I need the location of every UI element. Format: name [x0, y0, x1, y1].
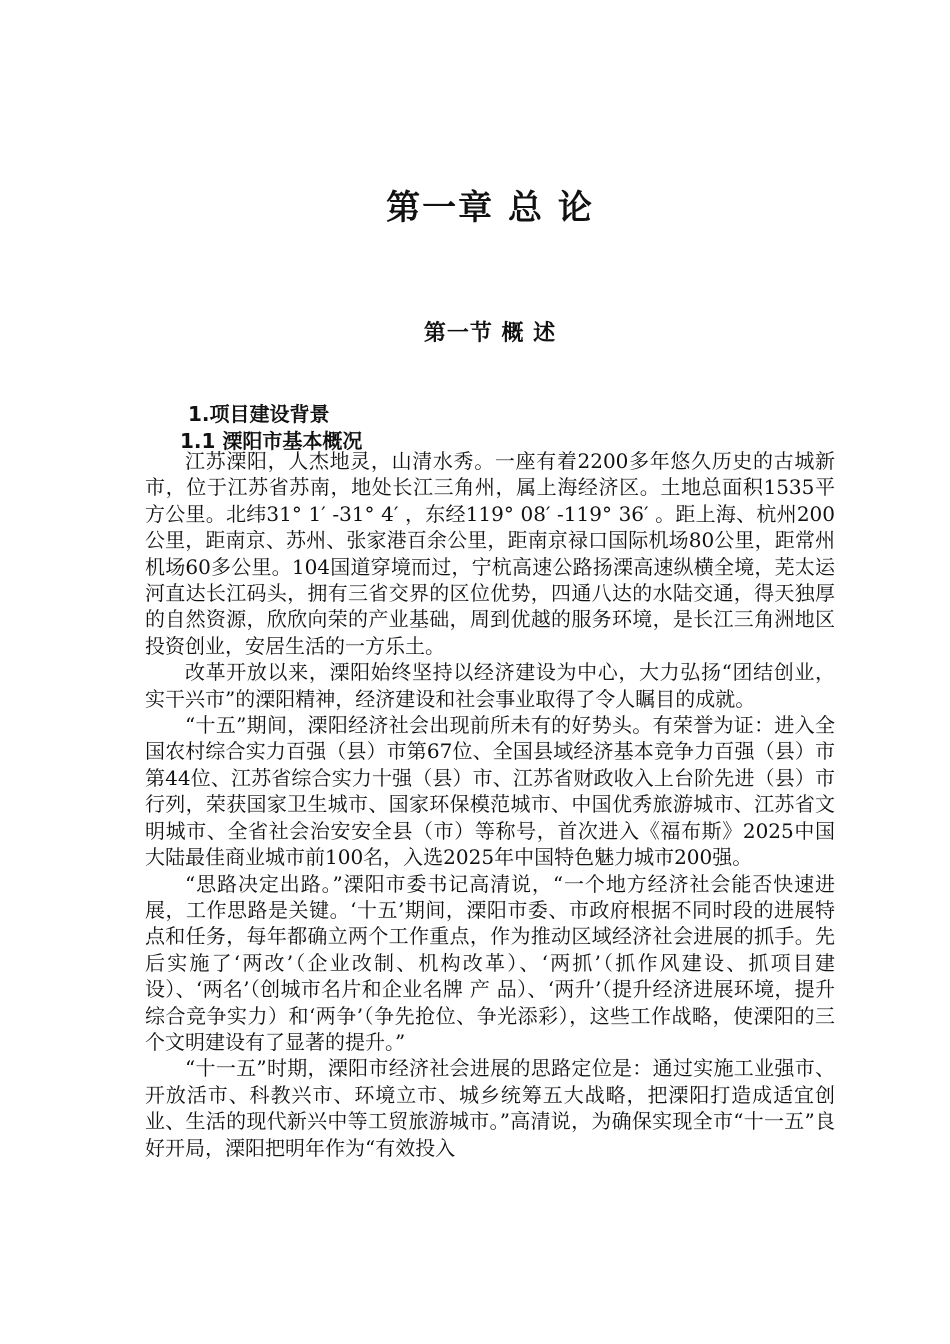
paragraph: “十一五”时期，溧阳市经济社会进展的思路定位是：通过实施工业强市、开放活市、科教兴市、环境立市、城乡统筹五大战略，把溧阳打造成适宜创业、生活的现代新兴中等工贸旅游城市。”高清说，为确保实现全市“十一五”良好开局，溧阳把明年作为“有效投入 [145, 1056, 835, 1160]
paragraph: “十五”期间，溧阳经济社会出现前所未有的好势头。有荣誉为证：进入全国农村综合实力百强（县）市第67位、全国县域经济基本竞争力百强（县）市第44位、江苏省综合实力十强（县）市、江苏省财政收入上台阶先进（县）市行列，荣获国家卫生城市、国家环保模范城市、中国优秀旅游城市、江苏省文明城市、全省社会治安安全县（市）等称号，首次进入《福布斯》2025中国大陆最佳商业城市前100名，入选2025年中国特色魅力城市200强。 [145, 713, 835, 870]
body-text [145, 448, 835, 1161]
chapter-title: 第一章 总 论 [386, 188, 594, 228]
paragraph: 改革开放以来，溧阳始终坚持以经济建设为中心，大力弘扬“团结创业，实干兴市”的溧阳精神，经济建设和社会事业取得了令人瞩目的成就。 [145, 660, 835, 711]
section-title: 第一节 概 述 [423, 321, 557, 346]
paragraph: “思路决定出路。”溧阳市委书记高清说，“一个地方经济社会能否快速进展，工作思路是关键。‘十五’期间，溧阳市委、市政府根据不同时段的进展特点和任务，每年都确立两个工作重点，作为推动区域经济社会进展的抓手。先后实施了‘两改’（企业改制、机构改革）、‘两抓’（抓作风建设、抓项目建设）、‘两名’（创城市名片和企业名牌 产 品）、‘两升’（提升经济进展环境，提升综合竞争实力）和‘两争’（争先抢位、争光添彩），这些工作战略，使溧阳的三个文明建设有了显著的提升。” [145, 871, 835, 1054]
heading-liyang-overview: 1.1 溧阳市基本概况 [180, 429, 363, 453]
paragraph: 江苏溧阳，人杰地灵，山清水秀。一座有着2200多年悠久历史的古城新市，位于江苏省苏南，地处长江三角州，属上海经济区。土地总面积1535平方公里。北纬31° 1′ -31° 4′ ，东经119° 08′ -119° 36′ 。距上海、杭州200公里，距南京、苏州、张家港百余公里，距南京禄口国际机场80公里，距常州机场60多公里。104国道穿境而过，宁杭高速公路扬溧高速纵横全境，芜太运河直达长江码头，拥有三省交界的区位优势，四通八达的水陆交通，得天独厚的自然资源，欣欣向荣的产业基础，周到优越的服务环境，是长江三角洲地区投资创业，安居生活的一方乐土。 [145, 449, 835, 658]
heading-project-background: 1.项目建设背景 [188, 402, 330, 426]
